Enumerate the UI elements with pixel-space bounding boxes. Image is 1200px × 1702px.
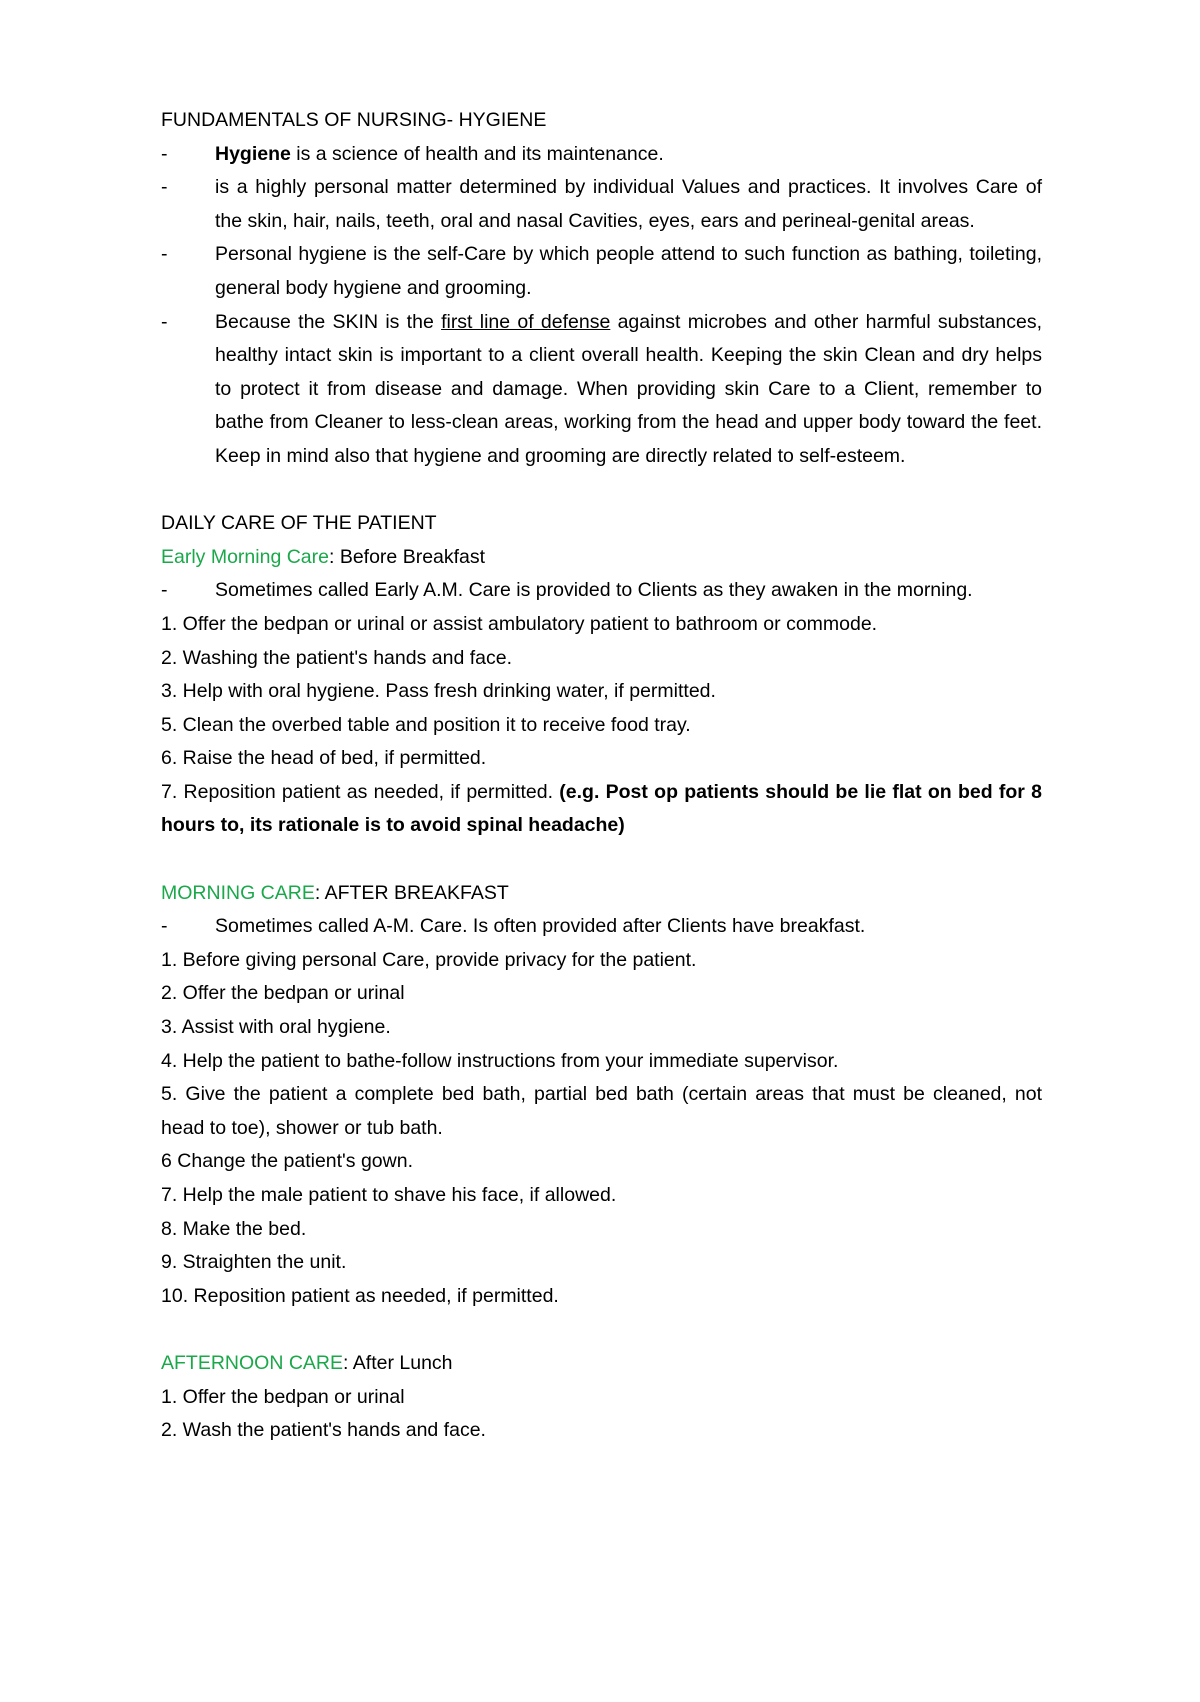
- item-7-text: 7. Reposition patient as needed, if permitted.: [161, 780, 560, 803]
- spacer: [161, 843, 1042, 877]
- bullet-dash: -: [161, 243, 168, 266]
- early-morning-label: Early Morning Care: [161, 545, 329, 568]
- bullet-dash: -: [161, 310, 168, 333]
- spacer: [161, 1313, 1042, 1347]
- afternoon-care-item-2: 2. Wash the patient's hands and face.: [161, 1419, 486, 1442]
- morning-care-label: MORNING CARE: [161, 881, 315, 904]
- early-morning-item-6: 6. Raise the head of bed, if permitted.: [161, 747, 487, 770]
- bullet-text: is a science of health and its maintenance.: [290, 142, 664, 165]
- section-heading-daily-care: DAILY CARE OF THE PATIENT: [161, 512, 437, 535]
- spacer: [161, 474, 1042, 508]
- morning-care-item-6: 6 Change the patient's gown.: [161, 1150, 413, 1173]
- morning-care-item-8: 8. Make the bed.: [161, 1217, 307, 1240]
- bullet-text: Personal hygiene is the self-Care by which people attend to such function as bathing, toileting, general body hygiene and grooming.: [215, 243, 1042, 299]
- morning-care-item-2: 2. Offer the bedpan or urinal: [161, 982, 405, 1005]
- afternoon-care-subtitle: : After Lunch: [343, 1351, 453, 1374]
- bullet-text: Sometimes called Early A.M. Care is provided to Clients as they awaken in the morning.: [215, 579, 973, 602]
- bullet-dash: -: [161, 579, 168, 602]
- morning-care-item-7: 7. Help the male patient to shave his face, if allowed.: [161, 1184, 617, 1206]
- bullet-text-before: Because the SKIN is the: [215, 310, 442, 333]
- early-morning-item-2: 2. Washing the patient's hands and face.: [161, 646, 512, 669]
- afternoon-care-label: AFTERNOON CARE: [161, 1351, 344, 1374]
- early-morning-item-3: 3. Help with oral hygiene. Pass fresh drinking water, if permitted.: [161, 680, 716, 703]
- morning-care-item-9: 9. Straighten the unit.: [161, 1251, 347, 1274]
- bullet-dash: -: [161, 142, 168, 165]
- morning-care-item-3: 3. Assist with oral hygiene.: [161, 1016, 391, 1039]
- subsection-afternoon-care: [161, 1347, 1042, 1381]
- intro-bullet-4: [161, 306, 1042, 474]
- early-morning-subtitle: : Before Breakfast: [328, 545, 486, 568]
- bullet-dash: -: [161, 176, 168, 199]
- bold-term-hygiene: Hygiene: [215, 142, 291, 165]
- morning-care-bullet: [161, 910, 1042, 944]
- subsection-morning-care: [161, 877, 1042, 911]
- intro-bullet-3: [161, 238, 1042, 305]
- morning-care-subtitle: : AFTER BREAKFAST: [314, 881, 509, 904]
- afternoon-care-item-1: 1. Offer the bedpan or urinal: [161, 1385, 405, 1408]
- bullet-text: is a highly personal matter determined by individual Values and practices. It involves Care of the skin, hair, nails, teeth, oral and nasal Cavities, eyes, ears and perineal-genital areas.: [215, 176, 1042, 232]
- morning-care-item-5: 5. Give the patient a complete bed bath, partial bed bath (certain areas that must be cleaned, not head to toe), shower or tub bath.: [161, 1083, 1042, 1139]
- early-morning-item-1: 1. Offer the bedpan or urinal or assist ambulatory patient to bathroom or commode.: [161, 612, 878, 635]
- early-morning-item-7: [161, 776, 1042, 843]
- item-7-bold-note: (e.g. Post op patients should be lie flat on bed for 8 hours to, its rationale is to avoid spinal headache): [161, 780, 1042, 837]
- morning-care-item-10: 10. Reposition patient as needed, if permitted.: [161, 1284, 559, 1307]
- bullet-text-after: against microbes and other harmful substances, healthy intact skin is important to a client overall health. Keeping the skin Clean and dry helps to protect it from disease and damage. When providing skin Care to a Client, remember to bathe from Cleaner to less-clean areas, working from the head and upper body toward the feet. Keep in mind also that hygiene and grooming are directly related to self-esteem.: [215, 310, 1042, 467]
- bullet-text: Sometimes called A-M. Care. Is often provided after Clients have breakfast.: [215, 915, 866, 938]
- intro-bullet-1: [161, 138, 1042, 172]
- morning-care-item-4: 4. Help the patient to bathe-follow instructions from your immediate supervisor.: [161, 1049, 839, 1072]
- subsection-early-morning-care: [161, 541, 1042, 575]
- intro-bullet-2: [161, 171, 1042, 238]
- early-morning-bullet: [161, 574, 1042, 608]
- morning-care-item-1: 1. Before giving personal Care, provide privacy for the patient.: [161, 948, 697, 971]
- underlined-phrase: first line of defense: [441, 310, 611, 333]
- early-morning-item-5: 5. Clean the overbed table and position it to receive food tray.: [161, 713, 691, 736]
- bullet-dash: -: [161, 915, 168, 938]
- document-title: FUNDAMENTALS OF NURSING- HYGIENE: [161, 109, 547, 131]
